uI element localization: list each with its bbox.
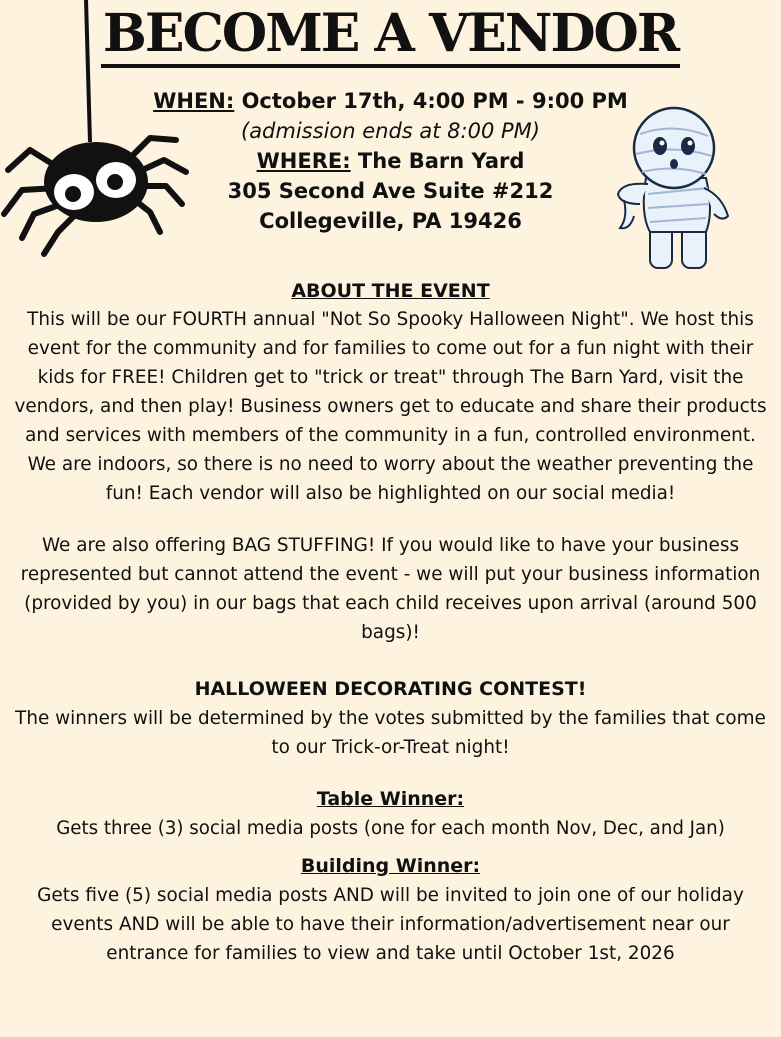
admission-note: (admission ends at 8:00 PM) — [241, 119, 540, 143]
contest-text: The winners will be determined by the votes submitted by the families that come to our Trick-or-Treat night! — [15, 708, 766, 758]
where-value: The Barn Yard — [350, 149, 525, 173]
contest-heading: HALLOWEEN DECORATING CONTEST! — [194, 678, 587, 700]
where-label: WHERE: — [256, 149, 351, 173]
page-title — [0, 2, 781, 66]
page-title-text: BECOME A VENDOR — [101, 3, 680, 68]
about-heading: ABOUT THE EVENT — [291, 280, 490, 302]
table-winner-heading: Table Winner: — [316, 788, 465, 810]
address-line-1: 305 Second Ave Suite #212 — [227, 179, 554, 203]
table-winner-text: Gets three (3) social media posts (one for each month Nov, Dec, and Jan) — [56, 818, 725, 839]
event-details — [0, 86, 781, 236]
when-value: October 17th, 4:00 PM - 9:00 PM — [234, 89, 628, 113]
when-label: WHEN: — [153, 89, 235, 113]
event-when — [0, 86, 781, 116]
bag-stuffing-text: We are also offering BAG STUFFING! If you would like to have your business represented but cannot attend the event - we will put your business information (provided by you) in our bags that each child receives upon arrival (around 500 bags)! — [20, 535, 761, 643]
event-where — [0, 146, 781, 176]
building-winner-heading: Building Winner: — [300, 855, 481, 877]
address-line-2: Collegeville, PA 19426 — [259, 209, 522, 233]
building-winner-text: Gets five (5) social media posts AND will be invited to join one of our holiday events AND will be able to have their information/advertisement near our entrance for families to view and take until October 1st, 2026 — [37, 885, 744, 964]
about-text: This will be our FOURTH annual "Not So Spooky Halloween Night". We host this event for the community and for families to come out for a fun night with their kids for FREE! Children get to "trick or treat" through The Barn Yard, visit the vendors, and then play! Business owners get to educate and share their products and services with members of the community in a fun, controlled environment. We are indoors, so there is no need to worry about the weather preventing the fun! Each vendor will also be highlighted on our social media! — [14, 309, 767, 504]
